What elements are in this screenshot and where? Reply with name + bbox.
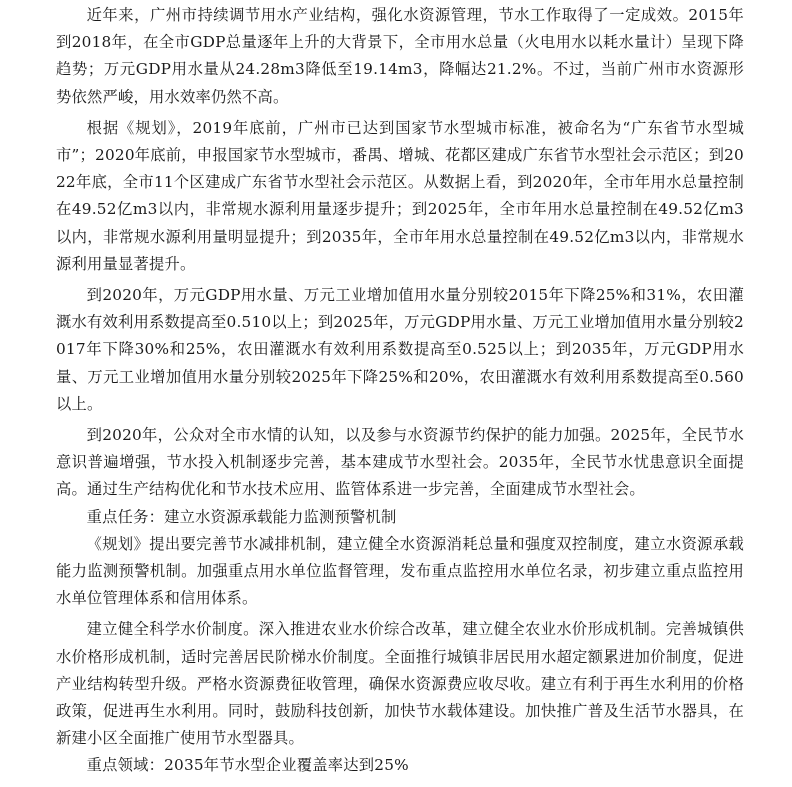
paragraph-plan-targets: 根据《规划》，2019年底前，广州市已达到国家节水型城市标准，被命名为“广东省节水型城市”；2020年底前，申报国家节水型城市，番禺、增城、花都区建成广东省节水型社会示范区；到2022年底，全市11个区建成广东省节水型社会示范区。从数据上看，到2020年，全市年用水总量控制在49.52亿m3以内，非常规水源利用量逐步提升；到2025年，全市年用水总量控制在49.52亿m3以内，非常规水源利用量明显提升；到2035年，全市年用水总量控制在49.52亿m3以内，非常规水源利用量显著提升。 <box>56 118 744 273</box>
paragraph-intro: 近年来，广州市持续调节用水产业结构，强化水资源管理，节水工作取得了一定成效。2015年到2018年，在全市GDP总量逐年上升的大背景下，全市用水总量（火电用水以耗水量计）呈现下降趋势；万元GDP用水量从24.28m3降低至19.14m3，降幅达21.2%。不过，当前广州市水资源形势依然严峻，用水效率仍然不高。 <box>56 6 744 106</box>
paragraph-monitoring-mechanism: 《规划》提出要完善节水减排机制，建立健全水资源消耗总量和强度双控制度，建立水资源承载能力监测预警机制。加强重点用水单位监督管理，发布重点监控用水单位名录，初步建立重点监控用水单位管理体系和信用体系。 <box>56 534 744 608</box>
section-heading-key-tasks: 重点任务：建立水资源承载能力监测预警机制 <box>86 507 397 526</box>
paragraph-efficiency-targets: 到2020年，万元GDP用水量、万元工业增加值用水量分别较2015年下降25%和31%，农田灌溉水有效利用系数提高至0.510以上；到2025年，万元GDP用水量、万元工业增加值用水量分别较2017年下降30%和25%，农田灌溉水有效利用系数提高至0.525以上；到2035年，万元GDP用水量、万元工业增加值用水量分别较2025年下降25%和20%，农田灌溉水有效利用系数提高至0.560以上。 <box>56 286 744 413</box>
paragraph-water-pricing: 建立健全科学水价制度。深入推进农业水价综合改革，建立健全农业水价形成机制。完善城镇供水价格形成机制，适时完善居民阶梯水价制度。全面推行城镇非居民用水超定额累进加价制度，促进产业结构转型升级。严格水资源费征收管理，确保水资源费应收尽收。建立有利于再生水利用的价格政策，促进再生水利用。同时，鼓励科技创新，加快节水载体建设。加快推广普及生活节水器具，在新建小区全面推广使用节水型器具。 <box>56 620 744 748</box>
paragraph-public-awareness: 到2020年，公众对全市水情的认知，以及参与水资源节约保护的能力加强。2025年，全民节水意识普遍增强，节水投入机制逐步完善，基本建成节水型社会。2035年，全民节水忧患意识全面提高。通过生产结构优化和节水技术应用、监管体系进一步完善，全面建成节水型社会。 <box>56 426 744 499</box>
section-heading-key-areas: 重点领域：2035年节水型企业覆盖率达到25% <box>86 756 409 775</box>
